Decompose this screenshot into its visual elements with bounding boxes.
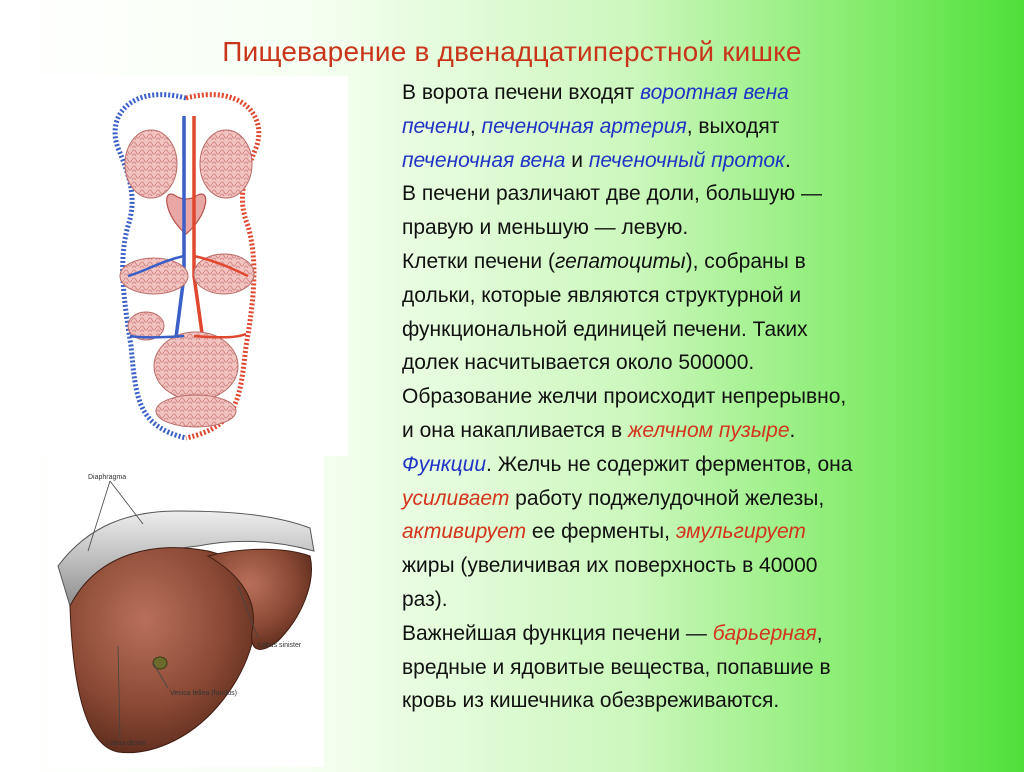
text-line: [402, 448, 1006, 482]
liver-anatomy-figure: [48, 456, 324, 767]
text-line: [402, 313, 1006, 347]
text-segment: дольки, которые являются структурной и: [402, 283, 802, 307]
text-segment: функциональной единицей печени. Таких: [402, 317, 808, 341]
text-line: [402, 380, 1006, 414]
text-segment: и она накапливается в: [402, 418, 628, 442]
text-segment: Функции: [402, 452, 487, 476]
text-segment: .: [789, 418, 796, 442]
text-segment: В печени различают две доли, большую —: [402, 182, 823, 206]
circulation-diagram: [36, 76, 348, 456]
slide-title: Пищеварение в двенадцатиперстной кишке: [222, 36, 802, 67]
text-segment: ,: [469, 114, 482, 138]
label-diaphragm: Diaphragma: [88, 474, 127, 481]
text-line: [402, 110, 1006, 144]
text-segment: и: [565, 148, 589, 172]
text-line: [402, 76, 1006, 110]
body-text: [402, 76, 1006, 718]
text-segment: Клетки печени (: [402, 249, 555, 273]
text-segment: печени: [402, 114, 470, 138]
text-line: [402, 651, 1006, 685]
text-segment: ), собраны в: [685, 249, 806, 273]
label-right-lobe: Lobus dexter: [106, 740, 147, 747]
text-segment: активирует: [402, 520, 527, 544]
text-line: [402, 684, 1006, 718]
text-line: [402, 211, 1006, 245]
text-line: [402, 279, 1006, 313]
text-segment: воротная вена: [640, 81, 789, 104]
text-segment: раз).: [402, 587, 448, 611]
text-segment: кровь из кишечника обезвреживаются.: [402, 689, 780, 713]
text-segment: ,: [816, 621, 823, 645]
text-line: [402, 144, 1006, 178]
text-line: [402, 414, 1006, 448]
text-line: [402, 515, 1006, 549]
text-segment: печеночный проток: [588, 148, 785, 172]
text-segment: долек насчитывается около 500000.: [402, 351, 755, 375]
text-segment: ее ферменты,: [526, 520, 676, 544]
label-gallbladder: Vesica fellea (fundus): [170, 690, 237, 697]
text-segment: вредные и ядовитые вещества, попавшие в: [402, 655, 831, 679]
circulation-illustration: [36, 76, 348, 456]
text-segment: эмульгирует: [675, 520, 806, 544]
liver-illustration: [48, 456, 324, 767]
text-segment: . Желчь не содержит ферментов, она: [486, 452, 853, 476]
text-line: [402, 583, 1006, 617]
text-segment: Важнейшая функция печени —: [402, 621, 713, 645]
text-segment: Образование желчи происходит непрерывно,: [402, 385, 847, 409]
text-segment: желчном пузыре: [627, 418, 790, 442]
text-segment: усиливает: [402, 486, 510, 510]
text-line: [402, 482, 1006, 516]
text-segment: правую и меньшую — левую.: [402, 216, 689, 240]
text-line: [402, 177, 1006, 211]
text-segment: , выходят: [686, 114, 780, 138]
text-segment: В ворота печени входят: [402, 81, 641, 104]
text-segment: барьерная: [712, 621, 817, 645]
text-segment: гепатоциты: [554, 249, 686, 273]
text-line: [402, 549, 1006, 583]
text-segment: .: [784, 148, 791, 172]
text-segment: печеночная артерия: [481, 114, 687, 138]
text-segment: работу поджелудочной железы,: [509, 486, 825, 510]
text-line: [402, 617, 1006, 651]
text-segment: печеночная вена: [402, 148, 566, 172]
label-left-lobe: Lobus sinister: [258, 642, 302, 649]
text-line: [402, 346, 1006, 380]
text-segment: жиры (увеличивая их поверхность в 40000: [402, 554, 818, 578]
text-line: [402, 245, 1006, 279]
